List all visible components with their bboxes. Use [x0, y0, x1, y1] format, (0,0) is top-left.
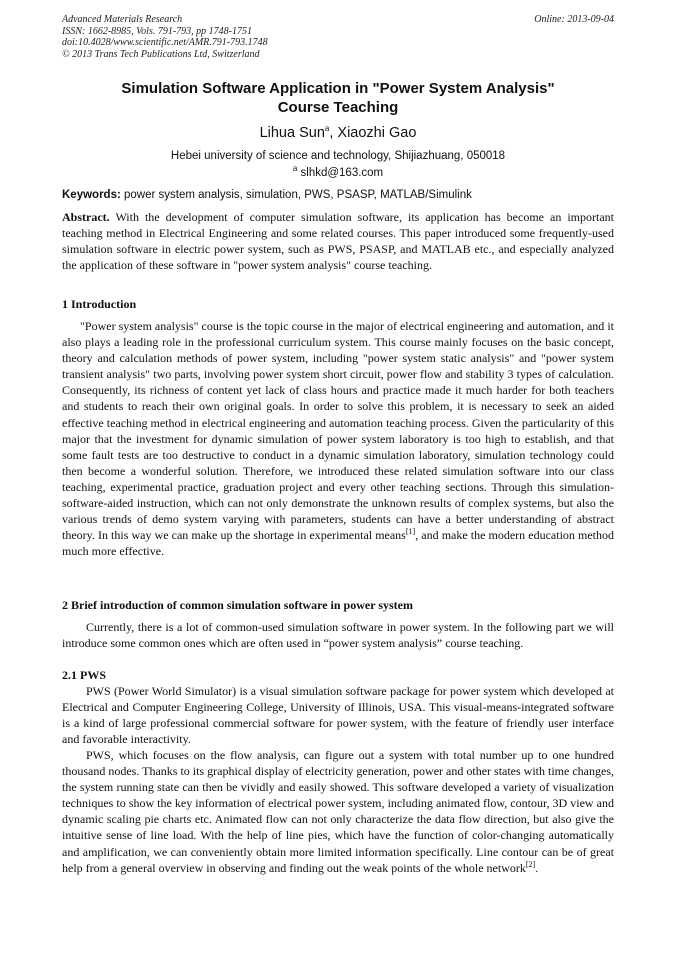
paper-title [62, 80, 614, 117]
keywords [62, 188, 614, 203]
section-heading: 2 Brief introduction of common simulation software in power system [62, 598, 413, 612]
section2-paragraph: Currently, there is a lot of common-used simulation software in power system. In the following part we will introduce some common ones which are often used in “power system analysis” course teaching. [62, 620, 614, 651]
online-date: Online: 2013-09-04 [534, 14, 614, 25]
title-line-1: Simulation Software Application in "Power System Analysis" [121, 80, 555, 97]
abstract-text: With the development of computer simulation software, its application has become an important teaching method in Electrical Engineering and some related courses. This paper introduced some frequently-used simulation software in electric power system, such as PWS, PSASP, and MATLAB etc., and especially analyzed the application of these software in "power system analysis" course teaching. [62, 210, 614, 273]
paragraph-text: PWS, which focuses on the flow analysis, can figure out a system with total number up to one hundred thousand nodes. Thanks to its graphical display of electricity generation, power and other states with time changes, the system running state can then be vividly and easily showed. This software developed a variety of visualization techniques to show the key information of electrical power system, including animated flow, contour, 3D view and dynamic scaling pie charts etc. Animated flow can not only characterize the data flow direction, but also give the intuitive sense of line load. With the help of line pies, which have the function of color-changing automatically and amplification, we can conveniently obtain more limited information specifically. Line contour can be of great help from a general overview in observing and finding out the weak points of the whole network [62, 748, 614, 875]
email-superscript: a [292, 164, 298, 174]
keywords-label: Keywords: [62, 189, 121, 201]
title-line-2: Course Teaching [277, 98, 399, 116]
pws-paragraph-2 [62, 747, 614, 876]
author-email [62, 166, 614, 181]
paragraph-text: "Power system analysis" course is the topic course in the major of electrical engineering and automation, and it also plays a leading role in the professional curriculum system. This course mainly focuses on the basic concept, theory and calculation methods of power system, including "power system static analysis" and "power system transient analysis" two parts, involving power system short circuit, power flow and stability 3 types of calculation. Consequently, its richness of content yet lack of class hours and practice made it much harder for both teachers and students to reach their own original goals. In order to solve this problem, it is necessary to seek an aided effective teaching method in electrical engineering and automation teaching process. Given the particularity of this major that the investment for dynamic simulation of power system laboratory is too high to establish, and that some fault tests are too destructive to conduct in a dynamic simulation laboratory, simulation technology could then become a wonderful solution. Therefore, we introduced these related simulation software into our class teaching, experimental practice, graduation project and every other teaching sections. Through this simulation-software-aided instruction, which can not only demonstrate the unknown results of complex systems, but also the various trends of demo system varying with parameters, students can have a better understanding of abstract theory. In this way we can make up the shortage in experimental means [62, 319, 614, 543]
author-name: Lihua Sun [259, 125, 325, 141]
paragraph-text: . [535, 860, 539, 875]
doi-line[interactable]: doi:10.4028/www.scientific.net/AMR.791-793.1748 [62, 37, 268, 49]
email-address[interactable]: slhkd@163.com [297, 167, 384, 179]
affiliation: Hebei university of science and technology, Shijiazhuang, 050018 [170, 150, 506, 162]
journal-header [62, 14, 614, 60]
keywords-text: power system analysis, simulation, PWS, PSASP, MATLAB/Simulink [120, 189, 472, 201]
pws-paragraph-1: PWS (Power World Simulator) is a visual simulation software package for power system which developed at Electrical and Computer Engineering College, University of Illinois, USA. This visual-means-integrated software is a kind of large professional commercial software for power system, with the feature of friendly user interface and favorable interactivity. [62, 684, 614, 747]
author-separator: , [329, 125, 338, 141]
introduction-paragraph [62, 318, 614, 559]
section-heading: 1 Introduction [62, 297, 137, 311]
author-list [62, 125, 614, 142]
author-name: Xiaozhi Gao [337, 125, 417, 141]
copyright-line: © 2013 Trans Tech Publications Ltd, Switzerland [62, 48, 260, 60]
abstract [62, 209, 614, 273]
subsection-heading: 2.1 PWS [62, 668, 107, 682]
journal-name: Advanced Materials Research [62, 14, 183, 25]
citation-ref[interactable]: [2] [525, 859, 536, 869]
paragraph-text: , and make the modern education method much more effective. [62, 528, 614, 559]
author-superscript: a [324, 124, 330, 134]
abstract-label: Abstract. [62, 210, 110, 224]
issn-line: ISSN: 1662-8985, Vols. 791-793, pp 1748-1751 [62, 25, 252, 37]
citation-ref[interactable]: [1] [405, 527, 416, 537]
